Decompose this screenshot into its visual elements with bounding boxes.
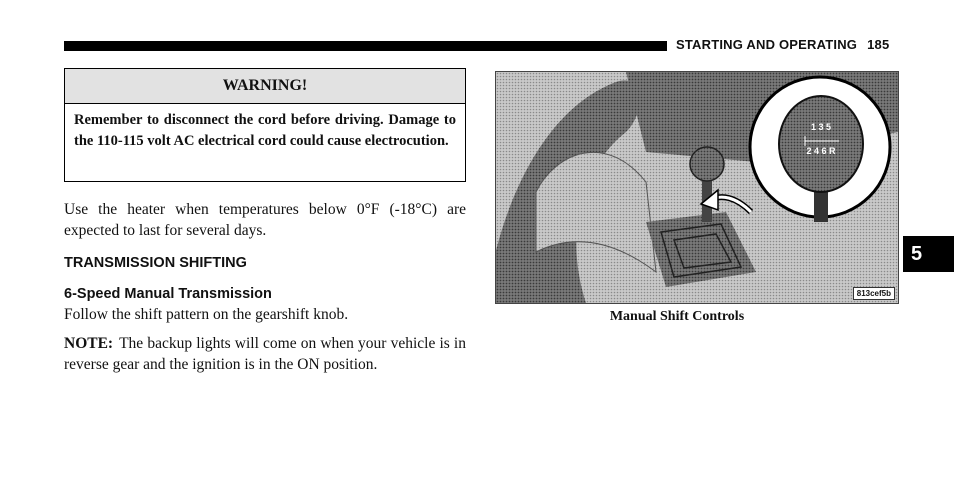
- running-header: [676, 37, 889, 52]
- subsection-heading: 6-Speed Manual Transmission: [64, 286, 272, 302]
- knob-gears-bottom: 2 4 6 R: [806, 146, 836, 156]
- heater-paragraph: Use the heater when temperatures below 0°F (-18°C) are expected to last for several days.: [64, 201, 466, 239]
- section-heading: TRANSMISSION SHIFTING: [64, 255, 247, 271]
- shift-controls-illustration: [496, 72, 898, 303]
- figure-caption: Manual Shift Controls: [609, 309, 745, 324]
- warning-title: WARNING!: [65, 69, 465, 104]
- knob-gears-top: 1 3 5: [810, 122, 832, 132]
- chapter-tab: 5: [903, 236, 954, 272]
- note-label: NOTE:: [64, 335, 114, 352]
- warning-body: Remember to disconnect the cord before driving. Damage to the 110-115 volt AC electrical cord could cause electrocution.: [74, 112, 456, 149]
- note-text: The backup lights will come on when your vehicle is in reverse gear and the ignition is in the ON position.: [64, 335, 466, 373]
- warning-box: [64, 68, 466, 182]
- section-title: STARTING AND OPERATING: [676, 37, 858, 52]
- note-paragraph: [64, 334, 466, 375]
- shift-controls-figure: [495, 71, 899, 304]
- figure-id-label: 813cef5b: [853, 287, 895, 300]
- header-rule: [64, 41, 667, 51]
- page-number: 185: [867, 37, 890, 52]
- shift-paragraph: Follow the shift pattern on the gearshift knob.: [64, 306, 349, 323]
